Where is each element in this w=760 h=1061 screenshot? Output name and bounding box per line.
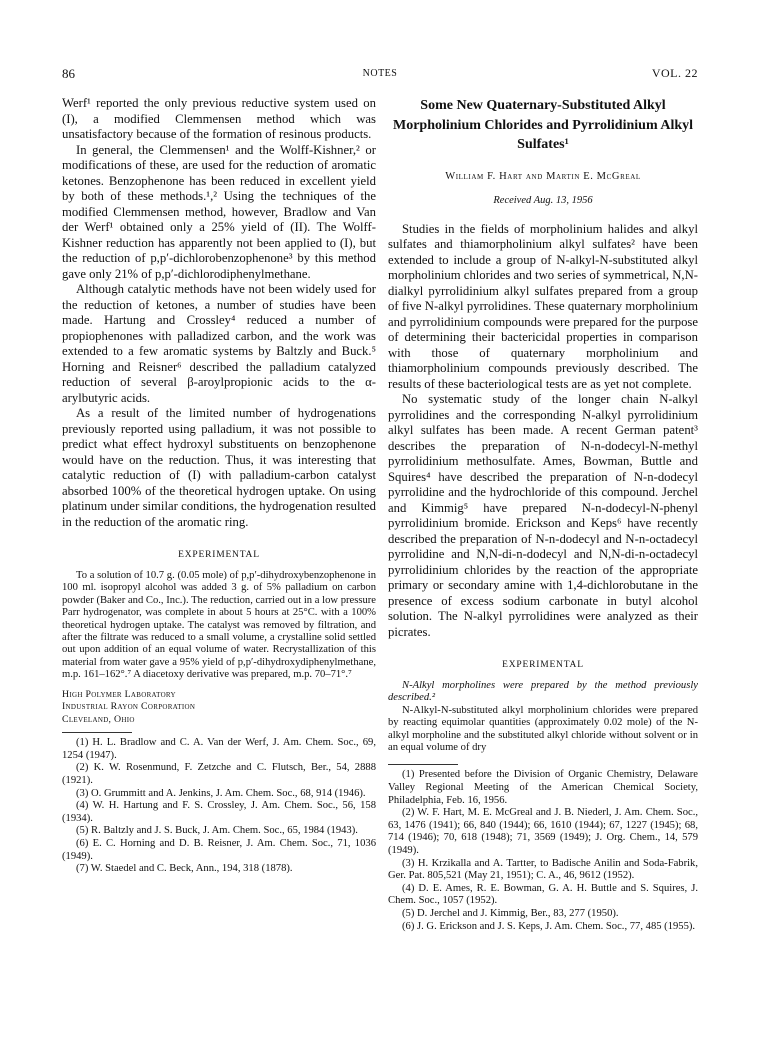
experimental-heading-right: EXPERIMENTAL — [502, 660, 584, 670]
left-paragraph-4: As a result of the limited number of hydrogenations previously reported using palladium, it was not possible to predict what effect hydroxyl substituents on benzophenone would have on the reduction. Thus, it was interesting that catalytic reduction of (I) with palladium-carbon catalyst absorbed 100% of the theoretical hydrogen uptake. On using platinum under similar conditions, the hydrogenation resulted in the reduction of the aromatic ring. — [62, 406, 376, 529]
experimental-text-right-2: N-Alkyl-N-substituted alkyl morpholinium chlorides were prepared by reacting equimolar quantities (approximately 0.02 mole) of the N-alkyl morpholine and the substituted alkyl chloride without solvent or in an equal volume of dry — [388, 704, 698, 754]
experimental-heading-left: EXPERIMENTAL — [178, 550, 260, 560]
left-paragraph-2: In general, the Clemmensen¹ and the Wolff-Kishner,² or modifications of these, are used for the reduction of aromatic ketones. Benzophenone has been reduced in excellent yield by both of these methods.¹,² Using the techniques of the modified Clemmensen method, however, Bradlow and Van der Werf¹ obtained only a 25% yield of (II). The Wolff-Kishner reduction has apparently not been applied to (I), but the reduction of p,p′-dichlorobenzophenone³ by this method gave only 21% of p,p′-dichlorodiphenylmethane. — [62, 142, 376, 281]
experimental-text-right-1: N-Alkyl morpholines were prepared by the method previously described.² — [388, 680, 698, 704]
page-number: 86 — [62, 66, 75, 81]
reference: (4) W. H. Hartung and F. S. Crossley, J. Am. Chem. Soc., 56, 158 (1934). — [62, 800, 376, 824]
reference: (5) D. Jerchel and J. Kimmig, Ber., 83, 277 (1950). — [402, 907, 619, 919]
lab-company: Industrial Rayon Corporation — [62, 701, 196, 713]
lab-city: Cleveland, Ohio — [62, 713, 135, 725]
reference: (3) H. Krzikalla and A. Tartter, to Badische Anilin and Soda-Fabrik, Ger. Pat. 805,521 (May 21, 1951); C. A., 46, 9612 (1952). — [388, 857, 698, 882]
left-column — [62, 96, 376, 876]
volume-label: VOL. 22 — [651, 66, 698, 80]
left-paragraph-3: Although catalytic methods have not been widely used for the reduction of ketones, a number of studies have been made. Hartung and Crossley⁴ reduced a number of propiophenones with palladized carbon, and the work was extended to a few aromatic systems by Baltzly and Buck.⁵ Horning and Reisner⁶ described the palladium catalyzed reduction of several β-aroylpropionic acids to the α-arylbutyric acids. — [62, 282, 376, 405]
reference: (3) O. Grummitt and A. Jenkins, J. Am. Chem. Soc., 68, 914 (1946). — [76, 787, 366, 799]
running-head: NOTES — [362, 68, 398, 79]
reference: (5) R. Baltzly and J. S. Buck, J. Am. Chem. Soc., 65, 1984 (1943). — [76, 825, 358, 837]
right-paragraph-2: No systematic study of the longer chain N-alkyl pyrrolidines and the corresponding N-alkyl pyrrolidinium alkyl sulfates has been made. A recent German patent³ describes the preparation of N-n-dodecyl-N-methyl pyrrolidinium methosulfate. Ames, Bowman, Buttle and Squires⁴ have described the preparation of N-n-dodecyl pyrrolidine and the hydrochloride of this compound. Jerchel and Kimmig⁵ have prepared N-n-dodecyl-N-phenyl pyrrolidinium bromide. Erickson and Keps⁶ have recently described the preparation of N-n-dodecyl and N-n-octadecyl pyrrolidine and N,N-di-n-dodecyl and N,N-di-n-octadecyl pyrrolidinium chlorides by the reaction of the appropriate primary or secondary amine with 1,4-dichlorobutane in the presence of excess sodium carbonate in butyl alcohol solution. The N-alkyl pyrrolidines were analyzed as their picrates. — [388, 392, 698, 639]
left-paragraph-1: Werf¹ reported the only previous reductive system used on (I), a modified Clemmensen method which was unsatisfactory because of the formation of resinous products. — [62, 96, 376, 141]
reference: (6) E. C. Horning and D. B. Reisner, J. Am. Chem. Soc., 71, 1036 (1949). — [62, 837, 376, 862]
footnote-rule — [62, 732, 132, 733]
right-paragraph-1: Studies in the fields of morpholinium halides and alkyl sulfates and thiamorpholinium alkyl sulfates² have been extended to include a group of N-alkyl-N-substituted alkyl morpholinium chlorides and two series of symmetrical, N,N-dialkyl pyrrolidinium alkyl sulfates prepared from a group of five N-alkyl pyrrolidines. These quaternary morpholinium and pyrrolidinium compounds were prepared for the purpose of determining their bactericidal properties in comparison with those of quaternary morpholinium and thiamorpholinium compounds previously described. The results of these bacteriological tests are as yet not complete. — [388, 221, 698, 391]
page-header — [62, 66, 698, 82]
received-date: Received Aug. 13, 1956 — [493, 194, 593, 206]
reference: (4) D. E. Ames, R. E. Bowman, G. A. H. Buttle and S. Squires, J. Chem. Soc., 1057 (1952). — [388, 882, 698, 907]
right-column — [388, 96, 698, 933]
article-authors: William F. Hart and Martin E. McGreal — [445, 170, 641, 182]
reference: (2) W. F. Hart, M. E. McGreal and J. B. Niederl, J. Am. Chem. Soc., 63, 1476 (1941); 66, 840 (1944); 66, 1610 (1944); 67, 1227 (1945); 68, 714 (1946); 70, 618 (1948); 71, 3569 (1949); J. Org. Chem., 14, 579 (1949). — [388, 807, 698, 856]
reference: (1) H. L. Bradlow and C. A. Van der Werf, J. Am. Chem. Soc., 69, 1254 (1947). — [62, 737, 376, 761]
reference: (2) K. W. Rosenmund, F. Zetzche and C. Flutsch, Ber., 54, 2888 (1921). — [62, 762, 376, 786]
lab-name: High Polymer Laboratory — [62, 688, 176, 700]
footnote-rule — [388, 764, 458, 765]
article-title: Some New Quaternary-Substituted Alkyl Morpholinium Chlorides and Pyrrolidinium Alkyl Sulfates¹ — [392, 98, 694, 152]
reference: (1) Presented before the Division of Organic Chemistry, Delaware Valley Regional Meeting of the American Chemical Society, Philadelphia, Feb. 16, 1956. — [388, 769, 698, 806]
reference: (7) W. Staedel and C. Beck, Ann., 194, 318 (1878). — [76, 863, 293, 875]
reference: (6) J. G. Erickson and J. S. Keps, J. Am. Chem. Soc., 77, 485 (1955). — [402, 920, 696, 932]
experimental-text-left: To a solution of 10.7 g. (0.05 mole) of p,p′-dihydroxybenzophenone in 100 ml. isopropyl alcohol was added 3 g. of 5% palladium on carbon powder (Baker and Co., Inc.). The reduction, carried out in a low pressure Parr hydrogenator, was complete in about 5 hours at 25°C. with a 100% theoretical hydrogen uptake. The catalyst was removed by filtration, and after the filtrate was reduced to a small volume, a crystalline solid settled out upon addition of an equal volume of water. Recrystallization of this material from water gave a 95% yield of p,p′-dihydroxydiphenylmethane, m.p. 161–162°.⁷ A diacetoxy derivative was prepared, m.p. 70–71°.⁷ — [62, 570, 376, 681]
